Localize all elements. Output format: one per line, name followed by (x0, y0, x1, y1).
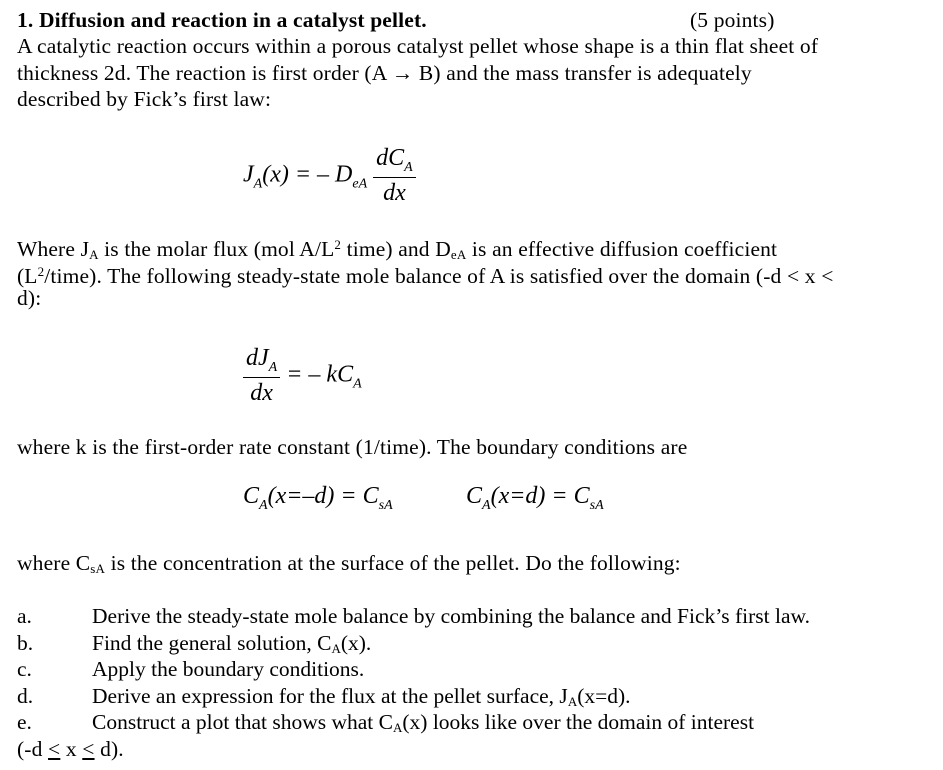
sub: A (331, 641, 341, 656)
text: Find the general solution, C (92, 631, 332, 655)
text: where C (17, 551, 91, 575)
eq-text: dx (383, 180, 406, 206)
item-label: b. (17, 631, 34, 655)
text: (x). (340, 631, 372, 655)
eq-sub: A (259, 498, 268, 513)
sub: A (89, 247, 99, 262)
sup: 2 (37, 264, 45, 279)
sub: sA (90, 561, 106, 576)
text: /time). The following steady-state mole balance of A is satisfied over the domain (-d < x < (44, 264, 834, 288)
eq-text: (x) = – D (262, 161, 353, 188)
intro-line: A catalytic reaction occurs within a porous catalyst pellet whose shape is a thin flat sheet of (17, 34, 819, 58)
eq-text: dC (376, 145, 405, 171)
text: x (60, 737, 83, 761)
where-line: d): (17, 286, 42, 310)
text: (x=d). (577, 684, 631, 708)
fraction (373, 145, 416, 207)
fick-law-equation (243, 145, 416, 207)
eq-sub: A (268, 360, 278, 375)
item-text: Derive the steady-state mole balance by combining the balance and Fick’s first law. (92, 604, 811, 628)
problem-title: 1. Diffusion and reaction in a catalyst pellet. (17, 8, 427, 32)
sub: A (567, 694, 578, 709)
sub: A (392, 720, 403, 735)
eq-sub: A (404, 160, 413, 175)
eq-text: (x=d) = C (490, 483, 590, 509)
boundary-condition-2 (466, 483, 604, 514)
leq-symbol: < (48, 737, 61, 761)
text: Where J (17, 237, 90, 261)
mole-balance-equation (243, 345, 362, 407)
eq-sub: eA (352, 176, 368, 192)
eq-sub: A (353, 376, 362, 392)
boundary-condition-1 (243, 483, 393, 514)
text: (-d (17, 737, 49, 761)
intro-line: thickness 2d. The reaction is first order (A → B) and the mass transfer is adequately (17, 61, 752, 85)
eq-text: (x=–d) = C (267, 483, 379, 509)
leq-symbol: < (82, 737, 95, 761)
where-line (17, 550, 681, 582)
eq-sub: sA (378, 498, 393, 513)
item-label: c. (17, 657, 32, 681)
item-label: e. (17, 710, 32, 734)
eq-text: = – kC (280, 361, 354, 388)
text: Derive an expression for the flux at the pellet surface, J (92, 684, 568, 708)
text: is an effective diffusion coefficient (466, 237, 778, 261)
eq-text: dJ (246, 345, 269, 371)
text: (x) looks like over the domain of interest (402, 710, 755, 734)
text: is the concentration at the surface of the pellet. Do the following: (105, 551, 681, 575)
eq-text: J (243, 161, 254, 188)
item-e-continuation (17, 736, 124, 762)
eq-text: C (466, 483, 483, 509)
text: (L (17, 264, 38, 288)
where-line: where k is the first-order rate constant (1/time). The boundary conditions are (17, 435, 688, 459)
sub: eA (450, 247, 467, 262)
item-text (92, 709, 754, 741)
text: Construct a plot that shows what C (92, 710, 393, 734)
intro-line: described by Fick’s first law: (17, 87, 272, 111)
sup: 2 (334, 237, 342, 252)
eq-text: C (243, 483, 260, 509)
item-text: Apply the boundary conditions. (92, 657, 365, 681)
fraction (243, 345, 280, 407)
text: d). (94, 737, 124, 761)
text: time) and D (341, 237, 451, 261)
eq-text: dx (250, 380, 273, 406)
problem-points: (5 points) (690, 8, 775, 32)
text: is the molar flux (mol A/L (98, 237, 335, 261)
eq-sub: A (253, 176, 263, 192)
item-label: a. (17, 604, 32, 628)
item-label: d. (17, 684, 34, 708)
eq-sub: A (482, 498, 491, 513)
where-line (17, 259, 833, 289)
eq-sub: sA (589, 498, 604, 513)
